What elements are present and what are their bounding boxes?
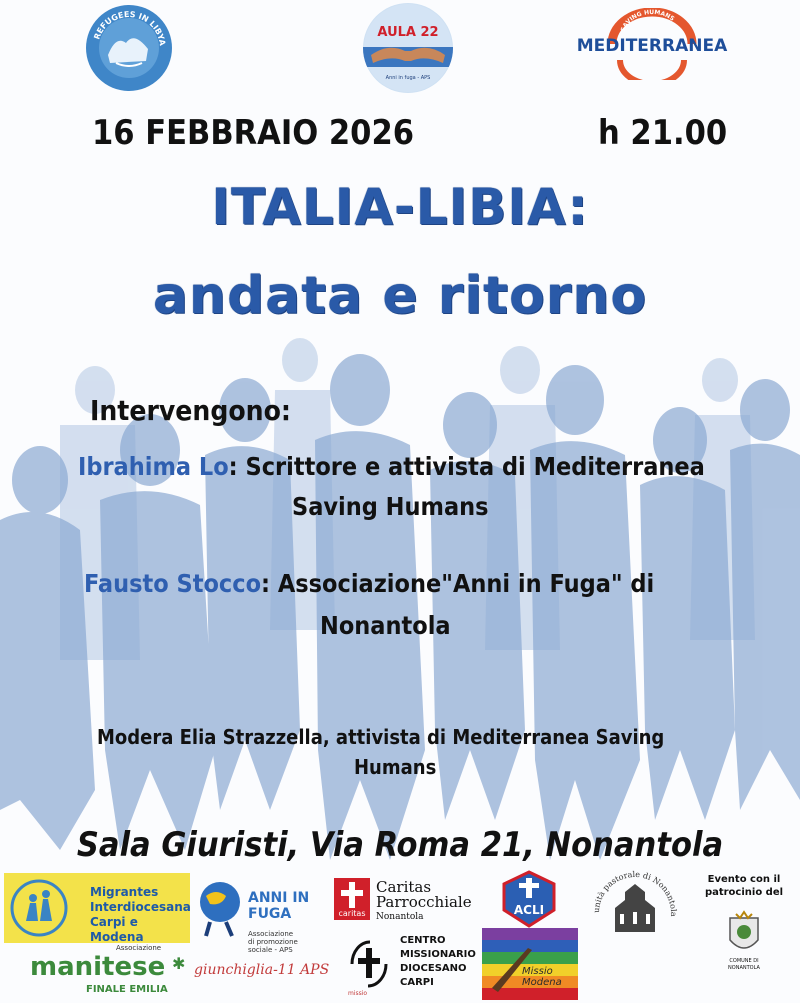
centro-line-1: CENTRO <box>400 935 446 946</box>
aula22-title: AULA 22 <box>377 25 439 40</box>
aula22-logo <box>363 3 453 93</box>
moderator-line-1: Modera Elia Strazzella, attivista di Mediterranea Saving <box>97 725 665 749</box>
migrantes-family-icon <box>10 879 68 937</box>
manitese-assoc: Associazione <box>116 944 162 952</box>
comune-caption-1: COMUNE DI <box>729 958 759 964</box>
manitese-place: FINALE EMILIA <box>86 984 168 995</box>
anni-in-fuga-line-1: ANNI IN <box>248 890 310 906</box>
mediterranea-logo <box>572 8 732 80</box>
pastorale-nonantola-logo <box>590 868 680 958</box>
aula22-sub: Anni in fuga - APS <box>385 75 431 81</box>
migrantes-logo <box>4 873 190 943</box>
event-venue: Sala Giuristi, Via Roma 21, Nonantola <box>76 825 724 865</box>
caritas-logo <box>334 878 484 938</box>
migrantes-line-3: Carpi e Modena <box>90 915 144 944</box>
moderator-line-2: Humans <box>354 755 437 779</box>
comune-caption <box>716 958 772 972</box>
pastorale-ring-text: unità pastorale di Nonantola <box>591 869 679 917</box>
missio-line-2: Modena <box>522 977 562 988</box>
anni-in-fuga-globe-icon <box>196 878 244 940</box>
comune-line-1: Evento con il <box>707 874 781 885</box>
title-line-2: andata e ritorno <box>152 266 648 326</box>
speakers-heading: Intervengono: <box>90 394 291 427</box>
manitese-star-icon: ✱ <box>172 954 186 973</box>
comune-coat-of-arms-icon <box>724 910 764 958</box>
refugees-in-libya-logo <box>86 5 172 91</box>
speaker-2-desc-line-2: Nonantola <box>320 611 451 640</box>
comune-line-2: patrocinio del <box>704 887 784 898</box>
anni-in-fuga-sub-2: di promozione <box>248 938 298 946</box>
mediterranea-ring-text: SAVING HUMANS <box>619 8 676 33</box>
manitese-name: manitese <box>30 952 166 982</box>
caritas-badge-text: caritas <box>338 909 366 918</box>
manitese-logo <box>30 944 190 1000</box>
acli-logo <box>500 870 558 928</box>
acli-text: ACLI <box>513 903 545 917</box>
missio-line-1: Missio <box>522 966 553 977</box>
migrantes-line-1: Migrantes <box>90 885 159 899</box>
speaker-1 <box>78 448 705 486</box>
centro-missionario-logo <box>344 932 476 1002</box>
speaker-2 <box>84 565 654 603</box>
speaker-1-desc: : Scrittore e attivista di Mediterranea <box>228 452 705 481</box>
centro-line-3: DIOCESANO <box>400 963 467 974</box>
title-line-1: ITALIA-LIBIA: <box>211 178 589 236</box>
anni-in-fuga-logo <box>196 878 326 958</box>
caritas-cross-badge <box>334 878 370 920</box>
centro-line-4: CARPI <box>400 977 434 988</box>
centro-missionario-cross-icon <box>344 936 394 992</box>
missio-modena-logo <box>482 928 578 1000</box>
centro-small: missio <box>348 990 368 997</box>
giunchiglia-logo <box>194 960 334 990</box>
event-date: 16 FEBBRAIO 2026 <box>92 113 415 153</box>
anni-in-fuga-sub-3: sociale - APS <box>248 946 293 954</box>
speaker-1-desc-line-2: Saving Humans <box>292 492 489 521</box>
speaker-1-name: Ibrahima Lo <box>78 452 229 481</box>
caritas-line-3: Nonantola <box>376 912 424 922</box>
giunchiglia-text: giunchiglia-11 APS <box>194 962 330 978</box>
speaker-2-desc: : Associazione"Anni in Fuga" di <box>261 569 655 598</box>
anni-in-fuga-line-2: FUGA <box>248 906 292 922</box>
centro-line-2: MISSIONARIO <box>400 949 476 960</box>
event-time: h 21.00 <box>598 113 728 153</box>
anni-in-fuga-sub-1: Associazione <box>248 930 294 938</box>
migrantes-line-2: Interdiocesana <box>90 900 191 914</box>
refugees-ring-text: REFUGEES IN LIBYA <box>92 9 167 47</box>
speaker-2-name: Fausto Stocco <box>84 569 262 598</box>
svg-text:SAVING HUMANS <box>620 9 676 33</box>
caritas-line-1: Caritas <box>376 878 432 896</box>
comune-patrocinio <box>692 873 796 899</box>
mediterranea-name: MEDITERRANEA <box>576 36 728 56</box>
comune-caption-2: NONANTOLA <box>728 965 760 971</box>
caritas-line-2: Parrocchiale <box>376 893 472 911</box>
